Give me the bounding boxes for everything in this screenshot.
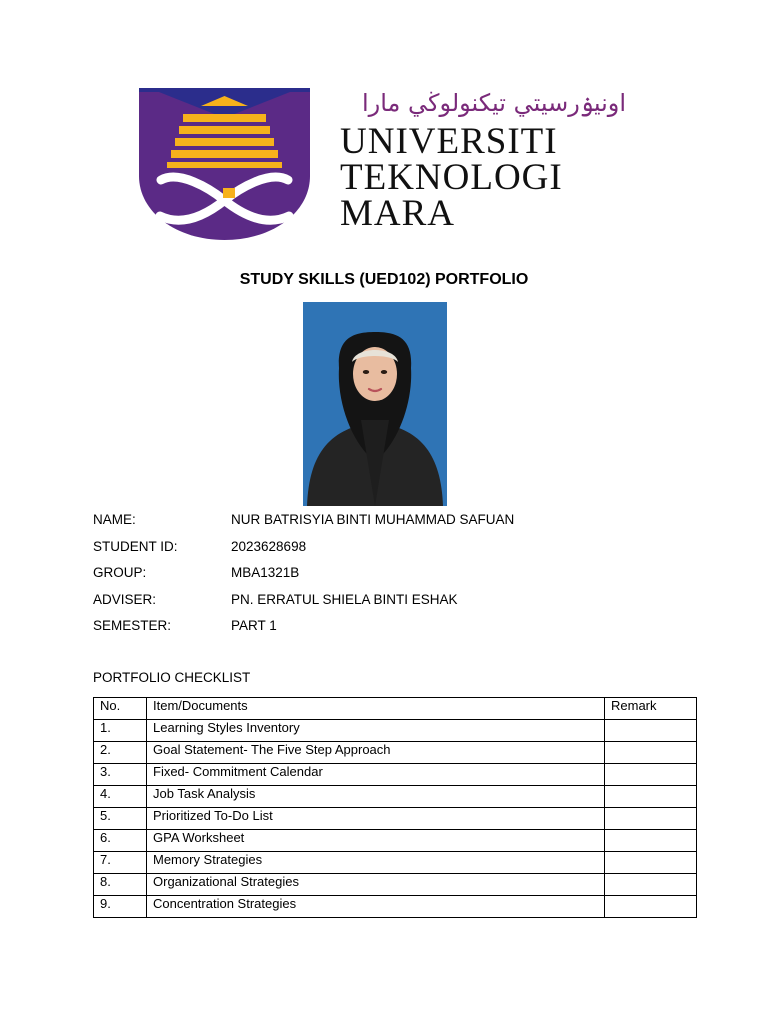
table-row	[94, 720, 697, 742]
info-label: STUDENT ID:	[93, 539, 178, 554]
info-value: MBA1321B	[231, 565, 300, 580]
info-value: PN. ERRATUL SHIELA BINTI ESHAK	[231, 592, 458, 607]
row-remark	[605, 720, 697, 742]
table-row	[94, 896, 697, 918]
row-remark	[605, 786, 697, 808]
row-no: 2.	[94, 742, 147, 764]
row-no: 4.	[94, 786, 147, 808]
row-remark	[605, 808, 697, 830]
row-no: 1.	[94, 720, 147, 742]
row-item: Concentration Strategies	[147, 896, 605, 918]
row-item: Memory Strategies	[147, 852, 605, 874]
header-no: No.	[94, 698, 147, 720]
row-item: Fixed- Commitment Calendar	[147, 764, 605, 786]
logo-jawi-text	[344, 84, 644, 120]
row-item: GPA Worksheet	[147, 830, 605, 852]
row-item: Goal Statement- The Five Step Approach	[147, 742, 605, 764]
row-no: 6.	[94, 830, 147, 852]
row-remark	[605, 852, 697, 874]
logo-line-mara: MARA	[340, 193, 456, 234]
table-row	[94, 808, 697, 830]
logo-wordmark	[340, 121, 660, 234]
row-no: 5.	[94, 808, 147, 830]
svg-text:اونيۏرسيتي تيکنولوڬي مارا: اونيۏرسيتي تيکنولوڬي مارا	[361, 89, 627, 117]
header-item: Item/Documents	[147, 698, 605, 720]
checklist-title: PORTFOLIO CHECKLIST	[93, 670, 251, 685]
header-remark: Remark	[605, 698, 697, 720]
info-value: NUR BATRISYIA BINTI MUHAMMAD SAFUAN	[231, 512, 515, 527]
row-remark	[605, 764, 697, 786]
row-item: Learning Styles Inventory	[147, 720, 605, 742]
info-value: PART 1	[231, 618, 277, 633]
portfolio-checklist-table	[93, 697, 697, 918]
table-row	[94, 764, 697, 786]
info-label: SEMESTER:	[93, 618, 172, 633]
table-row	[94, 874, 697, 896]
row-remark	[605, 742, 697, 764]
table-row	[94, 742, 697, 764]
info-value: 2023628698	[231, 539, 307, 554]
table-header-row	[94, 698, 697, 720]
student-photo	[303, 302, 447, 506]
row-no: 9.	[94, 896, 147, 918]
row-no: 3.	[94, 764, 147, 786]
info-label: NAME:	[93, 512, 136, 527]
table-row	[94, 786, 697, 808]
row-remark	[605, 874, 697, 896]
table-row	[94, 852, 697, 874]
document-title: STUDY SKILLS (UED102) PORTFOLIO	[239, 271, 529, 288]
table-row	[94, 830, 697, 852]
row-no: 8.	[94, 874, 147, 896]
row-no: 7.	[94, 852, 147, 874]
row-item: Prioritized To-Do List	[147, 808, 605, 830]
row-remark	[605, 896, 697, 918]
row-item: Job Task Analysis	[147, 786, 605, 808]
info-label: ADVISER:	[93, 592, 157, 607]
info-label: GROUP:	[93, 565, 147, 580]
university-emblem-icon	[139, 88, 310, 240]
logo-line-teknologi: TEKNOLOGI	[340, 157, 563, 198]
row-remark	[605, 830, 697, 852]
logo-line-universiti: UNIVERSITI	[340, 121, 558, 162]
row-item: Organizational Strategies	[147, 874, 605, 896]
